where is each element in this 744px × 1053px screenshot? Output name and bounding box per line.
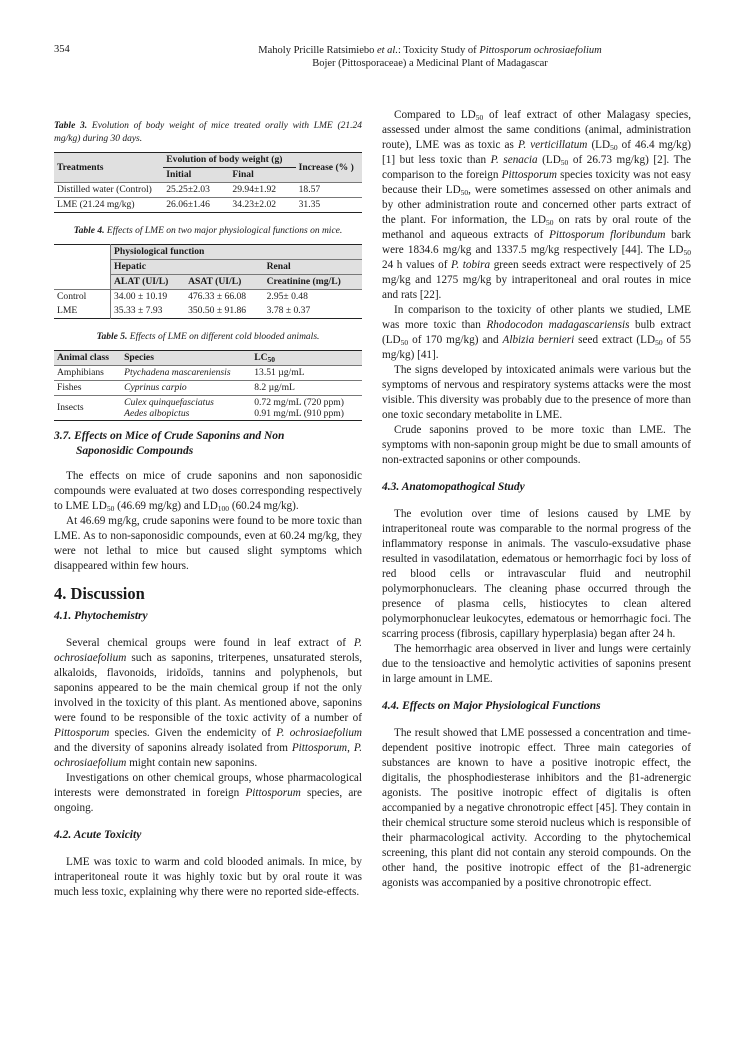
table4-head-physio: Physiological function — [111, 245, 363, 260]
right-paragraph-3: The signs developed by intoxicated animals were various but the symptoms of nervous and respiratory systems attacks were the most visible. This diversity was probably due to the presence of more than one toxic secondary metabolite in LME. — [382, 364, 691, 421]
table-row: LME 35.33 ± 7.93 350.50 ± 91.86 3.78 ± 0.37 — [54, 304, 362, 319]
table5-head-lc: $LC_{50}$ — [254, 352, 276, 364]
right-paragraph-1: Compared to $LD_{50}$ of leaf extract of other Malagasy species, assessed under almost the same conditions (animal, administration route), LME was as toxic as P. verticillatum ($LD_{50}$ of 46.4 mg/kg) [1] but less toxic than P. senacia ($LD_{50}$ of 26.73 mg/kg) [2]. The comparison to the foreign Pittosporum species toxicity was not easy because their $LD_{50}$, were sometimes assessed on other animals and by other administration route and concerned other parts extract of the plant. For information, the $LD_{50}$ on rats by oral route of the methanol and aqueous extracts of Pittosporum floribundum bark were 1834.6 mg/kg and 1337.5 mg/kg respectively [44]. The $LD_{50}$ 24 h values of P. tobira green seeds extract were respectively of 25 mg/kg and 1275 mg/kg by intraperitoneal and oral routes in mice and rats [22]. — [382, 109, 692, 301]
table3-head-evolution: Evolution of body weight (g) — [163, 153, 295, 168]
table-row: LME (21.24 mg/kg) 26.06±1.46 34.23±2.02 31.35 — [54, 198, 362, 213]
table-row: Insects Culex quinquefasciatus Aedes albopictus 0.72 mg/mL (720 ppm) 0.91 mg/mL (910 ppm) — [54, 396, 362, 421]
s37-paragraph-2: At 46.69 mg/kg, crude saponins were found to be more toxic than LME. As to non-saponosidic compounds, even at 60.24 mg/kg, they were not lethal to mice but caused slight symptoms which disappeared within few hours. — [54, 515, 362, 572]
table-row: Control 34.00 ± 10.19 476.33 ± 66.08 2.95± 0.48 — [54, 290, 362, 305]
table4-head-asat: ASAT (UI/L) — [188, 276, 242, 287]
running-header — [170, 44, 690, 70]
left-column — [54, 120, 362, 900]
s43-paragraph-1: The evolution over time of lesions caused by LME by intraperitoneal route was comparable to the normal progress of the inflammatory response in animals. The vasculo-exsudative phase resulted in vasodilatation, edematous or hemorrhagic foci by loss of red blood cells or intravascular fluid and neutrophil polymorphonuclears. The cleaning phase occurred through the presence of plasma cells, histiocytes to clean altered polymorphonuclear leukocytes, edematous or hemorrhagic foci. The scarring process (fibrosis, capillary hyperplasia) began after 24 h. — [382, 508, 691, 640]
table5-head-species: Species — [124, 352, 154, 363]
table-row: Distilled water (Control) 25.25±2.03 29.94±1.92 18.57 — [54, 183, 362, 198]
table4-head-creat: Creatinine (mg/L) — [266, 276, 341, 287]
right-paragraph-2: In comparison to the toxicity of other plants we studied, LME was more toxic than Rhodocodon madagascariensis bulb extract ($LD_{50}$ of 170 mg/kg) and Albizia bernieri seed extract ($LD_{50}$ of 55 mg/kg) [41]. — [382, 304, 691, 361]
table5 — [54, 350, 362, 421]
section-3-7-heading: 3.7. Effects on Mice of Crude Saponins and Non Saponosidic Compounds — [54, 430, 285, 457]
header-species: Pittosporum ochrosiaefolium — [479, 45, 602, 56]
section-4-heading: 4. Discussion — [54, 584, 145, 603]
header-title: : Toxicity Study of — [397, 45, 480, 56]
table5-head-class: Animal class — [57, 352, 109, 363]
table4-caption: Table 4. Effects of LME on two major physiological functions on mice. — [73, 226, 343, 236]
page-number: 354 — [54, 44, 70, 55]
header-etal: et al. — [376, 45, 398, 56]
header-line2: Bojer (Pittosporaceae) a Medicinal Plant of Madagascar — [312, 58, 548, 69]
table3-head-initial: Initial — [166, 169, 192, 180]
right-paragraph-4: Crude saponins proved to be more toxic than LME. The symptoms with non-saponin group might be due to small amounts of non-extracted saponins or other compounds. — [382, 424, 691, 466]
s43-paragraph-2: The hemorrhagic area observed in liver and lungs were certainly due to the tensioactive and hemolytic activities of saponins present in large amount in LME. — [382, 643, 691, 685]
section-4-3-heading: 4.3. Anatomopathogical Study — [382, 481, 525, 493]
table3-head-treatments: Treatments — [57, 161, 104, 173]
s41-paragraph-1: Several chemical groups were found in leaf extract of P. ochrosiaefolium such as saponins, triterpenes, unsaturated sterols, alkaloids, flavonoids, iridoïds, tannins and polyphenols, but saponins appeared to be the main chemical group if not the only involved in the toxicity of this plant. As mentioned above, saponins were found to be responsible of the toxic activity of a number of Pittosporum species. Given the endemicity of P. ochrosiaefolium and the diversity of saponins already isolated from Pittosporum, P. ochrosiaefolium might contain new saponins. — [54, 637, 362, 769]
s44-paragraph-1: The result showed that LME possessed a concentration and time-dependent positive inotropic effect. Three main categories of substances are known to have a positive inotropic effect, the digitalis, the phosphodiesterase inhibitors and the β1-adrenergic agonists. The positive inotropic effect of digitalis is often accompanied by a negative chronotropic effect [45]. They contain in their chemical structure some steroid nucleus which is responsible of their pharmacological activity. According to the phytochemical screening, this plant did not contain any steroid compounds. On the other hand, the positive inotropic effect of the β1-adrenergic agonists was accompanied by a positive chronotropic effect. — [382, 727, 691, 889]
table4 — [54, 244, 362, 319]
s37-paragraph-1: The effects on mice of crude saponins and non saponosidic compounds were evaluated at two doses corresponding respectively to LME $LD_{50}$ (46.69 mg/kg) and $LD_{100}$ (60.24 mg/kg). — [54, 470, 362, 513]
s41-paragraph-2: Investigations on other chemical groups, whose pharmacological interests were demonstrated in foreign Pittosporum species, are ongoing. — [54, 772, 363, 814]
section-4-2-heading: 4.2. Acute Toxicity — [54, 829, 142, 841]
section-4-1-heading: 4.1. Phytochemistry — [54, 610, 148, 622]
section-4-4-heading: 4.4. Effects on Major Physiological Functions — [382, 700, 601, 712]
table4-head-hepatic: Hepatic — [114, 261, 146, 272]
header-authors: Maholy Pricille Ratsimiebo — [258, 45, 375, 56]
table4-head-renal: Renal — [266, 261, 291, 272]
table3-head-increase: Increase (% ) — [298, 161, 354, 173]
table3-caption: Table 3. Evolution of body weight of mice treated orally with LME (21.24 mg/kg) during 30 days. — [54, 121, 362, 144]
right-column — [382, 108, 691, 891]
table-row: Fishes Cyprinus carpio 8.2 µg/mL — [54, 381, 362, 396]
s42-paragraph-1: LME was toxic to warm and cold blooded animals. In mice, by intraperitoneal route it was highly toxic but by oral route it was much less toxic, explaining why there were no reported side-effects. — [54, 856, 362, 898]
table5-caption: Table 5. Effects of LME on different cold blooded animals. — [96, 332, 320, 342]
table4-head-alat: ALAT (UI/L) — [114, 276, 169, 287]
table3 — [54, 152, 362, 213]
table3-head-final: Final — [232, 169, 254, 180]
table-row: Amphibians Ptychadena mascareniensis 13.51 µg/mL — [54, 366, 362, 381]
